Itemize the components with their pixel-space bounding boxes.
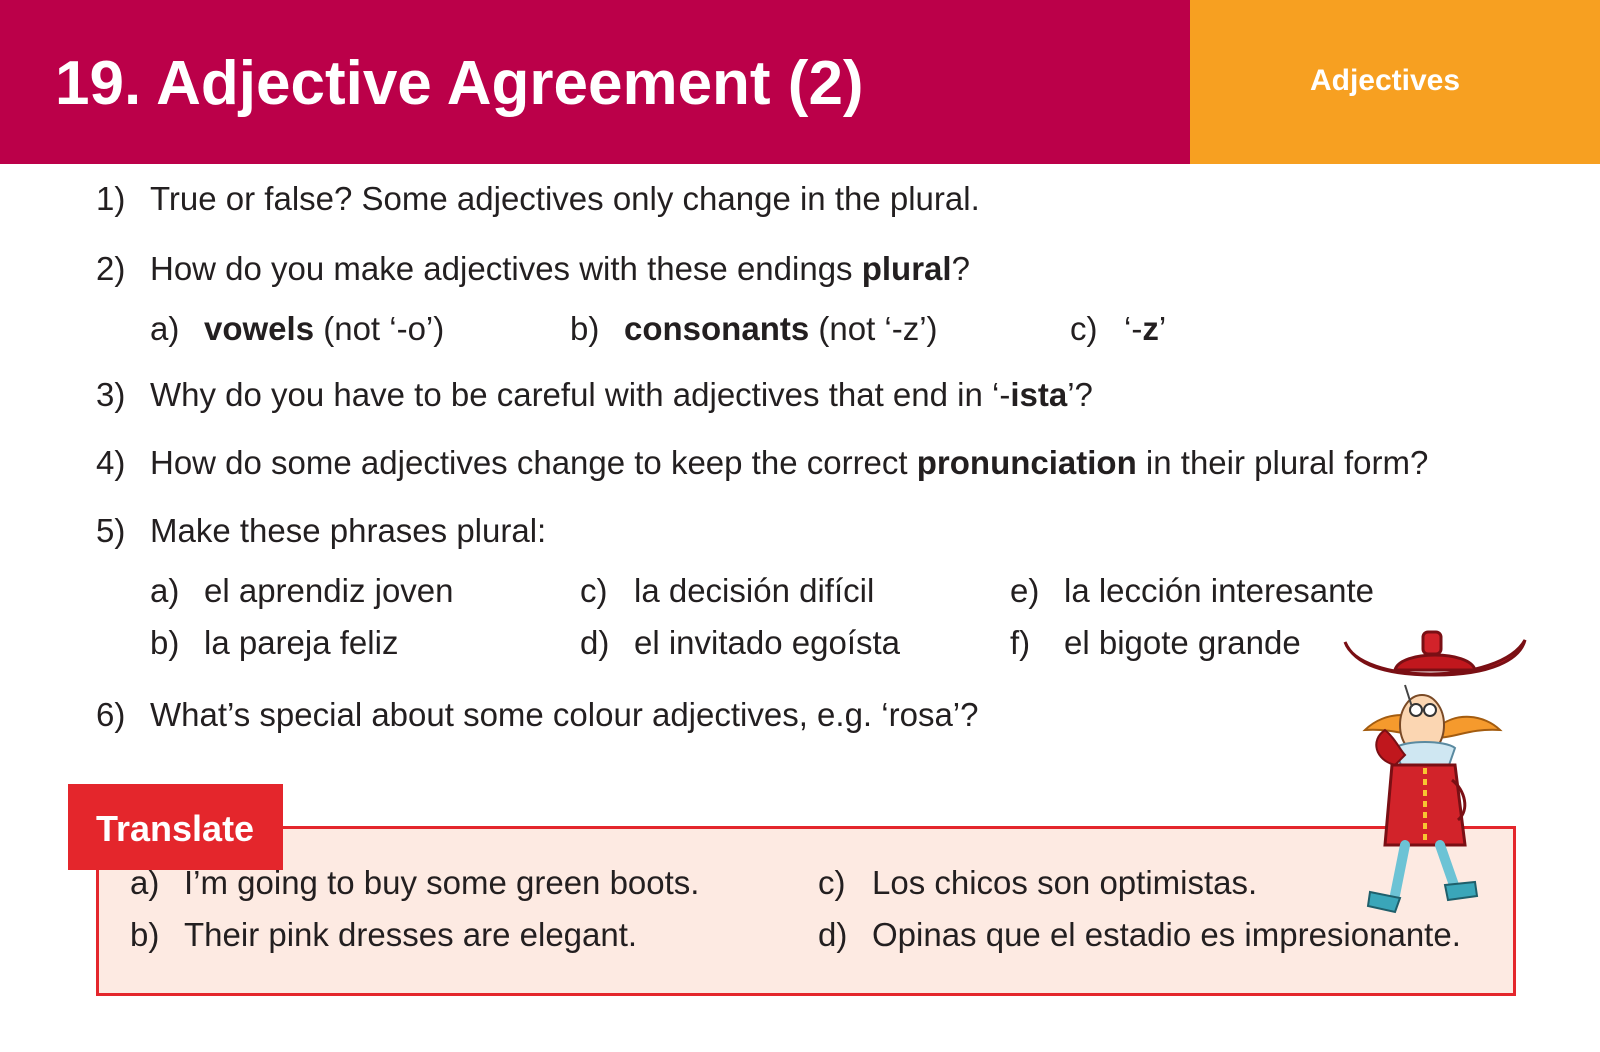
- translate-text: Opinas que el estadio es impresionante.: [872, 916, 1461, 953]
- q5-phrase-c: [580, 572, 874, 610]
- phrase-text: el bigote grande: [1064, 624, 1301, 661]
- phrase-label: b): [150, 624, 180, 661]
- page-header: [0, 0, 1600, 164]
- q5-phrase-b: [150, 624, 398, 662]
- title-bar: [0, 0, 1190, 164]
- phrase-text: la pareja feliz: [204, 624, 399, 661]
- option-text: (not ‘-z’): [809, 310, 938, 347]
- question-5: [96, 512, 546, 550]
- translate-label: a): [130, 864, 160, 901]
- question-3: [96, 376, 1093, 414]
- option-label: c): [1070, 310, 1098, 347]
- option-text: (not ‘-o’): [314, 310, 445, 347]
- phrase-text: el invitado egoísta: [634, 624, 901, 661]
- q5-phrase-a: [150, 572, 454, 610]
- cartoon-character-icon: [1340, 630, 1530, 920]
- page-title: 19. Adjective Agreement (2): [55, 49, 864, 118]
- translate-label: c): [818, 864, 846, 901]
- q5-phrase-e: [1010, 572, 1374, 610]
- translate-item-b: [130, 916, 637, 954]
- option-label: b): [570, 310, 600, 347]
- question-text-end: ’?: [1067, 376, 1093, 413]
- phrase-text: el aprendiz joven: [204, 572, 454, 609]
- topic-tag-bar: [1190, 0, 1600, 164]
- q2-option-a: [150, 310, 444, 348]
- phrase-label: e): [1010, 572, 1040, 609]
- question-number: 6): [96, 696, 126, 733]
- translate-item-a: [130, 864, 699, 902]
- phrase-label: f): [1010, 624, 1031, 661]
- translate-label: b): [130, 916, 160, 953]
- question-number: 3): [96, 376, 126, 413]
- option-text-start: ‘-: [1124, 310, 1143, 347]
- option-text-end: ’: [1158, 310, 1167, 347]
- question-emphasis: plural: [861, 250, 952, 287]
- option-emphasis: consonants: [624, 310, 810, 347]
- question-emphasis: ista: [1010, 376, 1068, 413]
- q5-phrase-f: [1010, 624, 1301, 662]
- question-number: 4): [96, 444, 126, 481]
- topic-tag: Adjectives: [1309, 64, 1461, 97]
- question-text: Make these phrases plural:: [150, 512, 547, 549]
- translate-box: [96, 826, 1516, 996]
- question-1: [96, 180, 980, 218]
- question-4: [96, 444, 1428, 482]
- question-text-end: in their plural form?: [1136, 444, 1429, 481]
- translate-text: Los chicos son optimistas.: [872, 864, 1258, 901]
- option-emphasis: z: [1142, 310, 1159, 347]
- question-emphasis: pronunciation: [916, 444, 1137, 481]
- phrase-label: a): [150, 572, 180, 609]
- question-text: What’s special about some colour adjectives, e.g. ‘rosa’?: [150, 696, 979, 733]
- phrase-label: d): [580, 624, 610, 661]
- translate-text: Their pink dresses are elegant.: [184, 916, 638, 953]
- question-text: Why do you have to be careful with adjectives that end in ‘-: [150, 376, 1011, 413]
- q2-option-b: [570, 310, 938, 348]
- question-text: How do some adjectives change to keep the correct: [150, 444, 917, 481]
- question-6: [96, 696, 978, 734]
- translate-tab: [68, 784, 283, 870]
- translate-text: I’m going to buy some green boots.: [184, 864, 700, 901]
- phrase-label: c): [580, 572, 608, 609]
- question-text: True or false? Some adjectives only change in the plural.: [150, 180, 980, 217]
- translate-item-c: [818, 864, 1257, 902]
- question-2: [96, 250, 970, 288]
- option-emphasis: vowels: [204, 310, 315, 347]
- question-text-end: ?: [951, 250, 970, 287]
- question-number: 5): [96, 512, 126, 549]
- translate-label: d): [818, 916, 848, 953]
- question-number: 2): [96, 250, 126, 287]
- question-text: How do you make adjectives with these endings: [150, 250, 862, 287]
- phrase-text: la decisión difícil: [634, 572, 875, 609]
- question-number: 1): [96, 180, 126, 217]
- translate-heading: Translate: [96, 808, 255, 849]
- translate-item-d: [818, 916, 1461, 954]
- q2-option-c: [1070, 310, 1166, 348]
- q5-phrase-d: [580, 624, 900, 662]
- phrase-text: la lección interesante: [1064, 572, 1375, 609]
- option-label: a): [150, 310, 180, 347]
